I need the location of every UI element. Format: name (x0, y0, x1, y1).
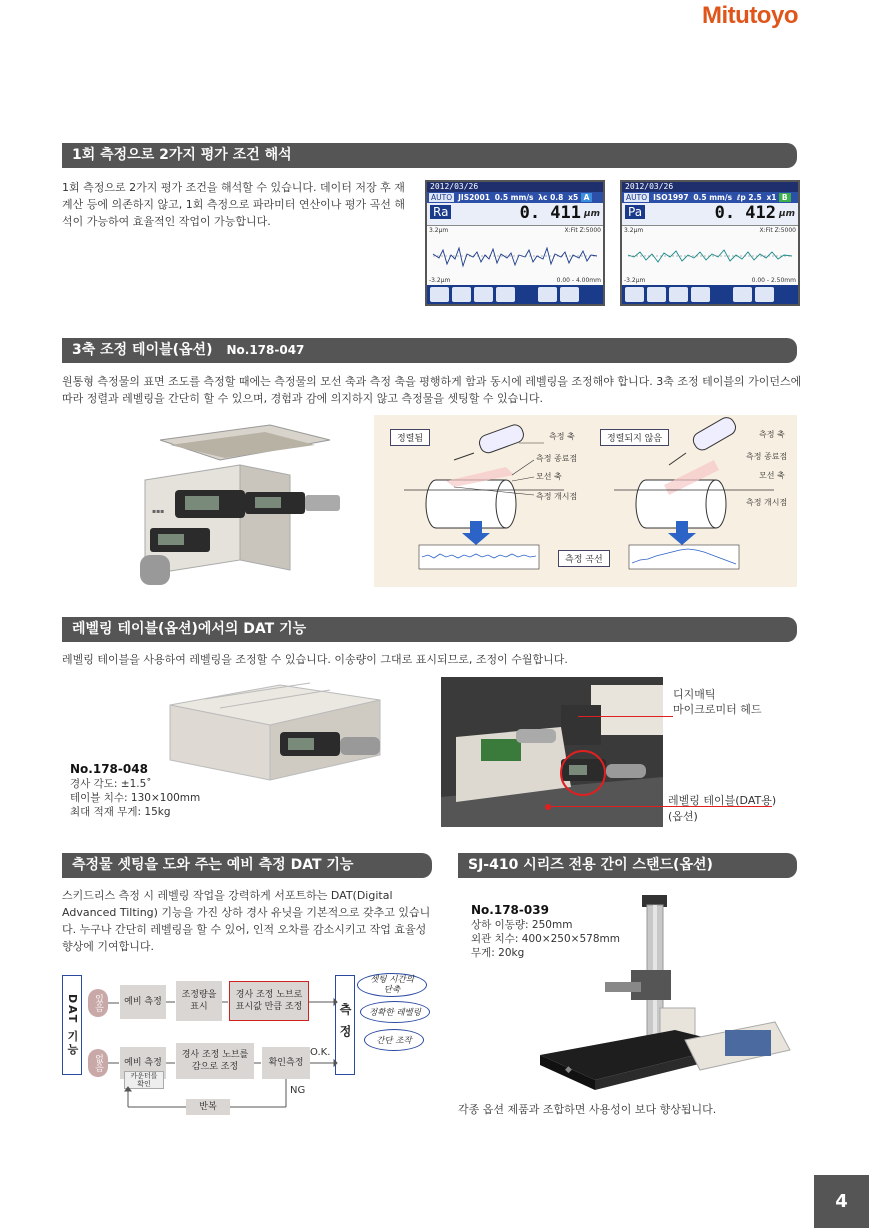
measure-start-left: 측정 개시점 (536, 492, 578, 501)
flow-connectors (62, 973, 432, 1118)
stand-caption: 각종 옵션 제품과 조합하면 사용성이 보다 향상됩니다. (458, 1103, 717, 1116)
flow-tilt-by-value: 경사 조정 노브로 표시값 만큼 조정 (229, 981, 309, 1021)
callout2-line1: 레벨링 테이블(DAT용) (668, 794, 777, 807)
graph-ymin: -3.2μm (624, 277, 646, 284)
alignment-diagram (374, 415, 797, 587)
callout-micrometer (673, 687, 762, 717)
leveling-table-specs (70, 762, 200, 819)
section-title-text: SJ-410 시리즈 전용 간이 스탠드(옵션) (468, 857, 713, 873)
param-name: Ra (430, 205, 451, 219)
measure-start-right: 측정 개시점 (746, 498, 788, 507)
generatrix-axis-left: 모선 축 (536, 472, 562, 481)
flow-repeat: 반복 (186, 1099, 230, 1115)
section-title-text: 측정물 셋팅을 도와 주는 예비 측정 DAT 기능 (72, 857, 354, 873)
3axis-table-image (130, 420, 360, 600)
flow-pre-measure: 예비 측정 (120, 985, 166, 1019)
section-title-text: 레벨링 테이블(옵션)에서의 DAT 기능 (72, 621, 307, 637)
flow-measure: 측정 (335, 975, 355, 1075)
measure-axis-left: 측정 축 (549, 432, 575, 441)
condition-icon[interactable] (669, 287, 688, 302)
screen-b-conditions (622, 192, 798, 203)
graph-ymax: 3.2μm (624, 227, 644, 234)
spec-travel: 상하 이동량: 250mm (471, 919, 573, 931)
help-icon[interactable] (625, 287, 644, 302)
section3-body: 레벨링 테이블을 사용하여 레벨링을 조정할 수 있습니다. 이송량이 그대로 표시되므로, 조정이 수월합니다. (62, 653, 568, 666)
flow-ng: NG (290, 1085, 306, 1096)
help-icon[interactable] (430, 287, 449, 302)
screen-b (620, 180, 800, 306)
brand-logo: Mitutoyo (702, 2, 798, 29)
speed: 0.5 mm/s (693, 193, 733, 202)
table-label-mark: ▪▪▪ (152, 508, 165, 515)
model-number: No.178-039 (471, 903, 549, 917)
section-title-dat-leveling (62, 617, 797, 642)
spec-tilt: 경사 각도: ±1.5˚ (70, 778, 152, 790)
flow-without-badge: 없음 (88, 1049, 108, 1077)
param-icon[interactable] (691, 287, 710, 302)
screen-b-date: 2012/03/26 (622, 182, 798, 192)
graph-fit: X:Fit Z:5000 (759, 227, 796, 234)
param-unit: μm (583, 209, 600, 219)
screen-a-value-row (427, 203, 603, 225)
section-title-text: 3축 조정 테이블(옵션) (72, 342, 213, 358)
flow-adjust-display: 조정량을 표시 (176, 981, 222, 1021)
model-number: No.178-047 (226, 343, 305, 357)
param-icon[interactable] (496, 287, 515, 302)
not-aligned-label: 정렬되지 않음 (600, 429, 669, 446)
graph-ymin: -3.2μm (429, 277, 451, 284)
sample-count: x1 (766, 193, 777, 202)
aligned-label: 정렬됨 (390, 429, 430, 446)
start-icon[interactable] (452, 287, 471, 302)
graph-icon[interactable] (733, 287, 752, 302)
screen-b-value-row (622, 203, 798, 225)
model-number: No.178-048 (70, 762, 148, 776)
section-title-3axis-table (62, 338, 797, 363)
section4-body: 스키드리스 측정 시 레벨링 작업을 강력하게 서포트하는 DAT(Digital Advanced Tilting) 기능을 가진 상하 경사 유닛을 기본적으로 갖추고 있습니다. 누구나 간단히 레벨링을 할 수 있어, 인적 오차를 감소시키고 작업 효율성 향상에 기여합니다. (62, 889, 431, 953)
sample-count: x5 (568, 193, 579, 202)
condition-letter: B (779, 193, 791, 202)
flow-benefit-accuracy: 정확한 레벨링 (360, 1001, 430, 1023)
screen-a-conditions (427, 192, 603, 203)
measure-curve-label: 측정 곡선 (558, 550, 610, 567)
condition-letter: A (581, 193, 593, 202)
flow-side-label: DAT 기능 (62, 975, 82, 1075)
dat-flowchart (62, 973, 432, 1118)
flow-ok: O.K. (310, 1047, 331, 1058)
measure-end-right: 측정 종료점 (746, 452, 788, 461)
graph-fit: X:Fit Z:5000 (564, 227, 601, 234)
screen-b-buttons (622, 285, 798, 304)
section-title-stand (458, 853, 797, 878)
section-title-pre-measure-dat (62, 853, 432, 878)
standard: JIS2001 (458, 193, 490, 202)
callout2-line2: (옵션) (668, 810, 698, 823)
graph-icon[interactable] (538, 287, 557, 302)
measure-end-left: 측정 종료점 (536, 454, 578, 463)
graph-ymax: 3.2μm (429, 227, 449, 234)
profile-icon[interactable] (560, 287, 579, 302)
spec-size: 테이블 치수: 130×100mm (70, 792, 201, 804)
flow-benefit-time: 셋팅 시간의 단축 (357, 973, 427, 997)
section2-body: 원통형 측정물의 표면 조도를 측정할 때에는 측정물의 모선 축과 측정 축을 평행하게 함과 동시에 레벨링을 조정해야 합니다. 3축 조정 테이블의 가이던스에 따라 정렬과 레벨링을 간단히 할 수 있으며, 경험과 감에 의지하지 않고 측정물을 셋팅할 수 있습니다. (62, 375, 802, 405)
screen-b-graph (622, 225, 798, 285)
flow-benefit-easy: 간단 조작 (364, 1029, 424, 1051)
callout1-line2: 마이크로미터 헤드 (673, 703, 762, 716)
param-unit: μm (778, 209, 795, 219)
generatrix-axis-right: 모선 축 (759, 471, 785, 480)
profile-icon[interactable] (755, 287, 774, 302)
param-name: Pa (625, 205, 645, 219)
leveling-photo (441, 677, 663, 827)
callout1-line1: 디지매틱 (673, 688, 716, 701)
spec-weight: 무게: 20kg (471, 947, 525, 959)
screen-a-buttons (427, 285, 603, 304)
standard: ISO1997 (653, 193, 689, 202)
cutoff: ℓp 2.5 (736, 193, 762, 202)
screen-a-date: 2012/03/26 (427, 182, 603, 192)
start-icon[interactable] (647, 287, 666, 302)
param-value: 0. 412 (714, 203, 776, 223)
speed: 0.5 mm/s (494, 193, 534, 202)
flow-with-badge: 있음 (88, 989, 108, 1017)
auto-badge: AUTO (431, 193, 453, 202)
graph-xrange: 0.00 - 2.50mm (751, 277, 796, 284)
cutoff: λc 0.8 (538, 193, 564, 202)
callout-leveling-table (668, 793, 776, 825)
section1-body: 1회 측정으로 2가지 평가 조건을 해석할 수 있습니다. 데이터 저장 후 재계산 등에 의존하지 않고, 1회 측정으로 파라미터 연산이나 평가 곡선 해석이 가능하여 효율적인 작업이 가능합니다. (62, 181, 405, 228)
measure-axis-right: 측정 축 (759, 430, 785, 439)
leveling-photo-svg (441, 677, 663, 827)
section-title-dual-evaluation (62, 143, 797, 168)
flow-pre-measure-2: 예비 측정 (120, 1047, 166, 1079)
param-value: 0. 411 (519, 203, 581, 223)
stand-image (535, 890, 800, 1095)
callout-line-1 (578, 716, 673, 717)
screen-a-graph (427, 225, 603, 285)
flow-tilt-by-feel: 경사 조정 노브를 감으로 조정 (176, 1043, 254, 1079)
spec-load: 최대 적재 무게: 15kg (70, 806, 171, 818)
spec-dimensions: 외관 치수: 400×250×578mm (471, 933, 620, 945)
graph-xrange: 0.00 - 4.00mm (556, 277, 601, 284)
auto-badge: AUTO (626, 193, 648, 202)
flow-counter-check: 카운터를 확인 (124, 1071, 164, 1089)
flow-confirm: 확인측정 (262, 1047, 310, 1079)
section-title-text: 1회 측정으로 2가지 평가 조건 해석 (72, 147, 292, 163)
screen-a (425, 180, 605, 306)
stand-base-mark: ◆ (565, 1064, 572, 1074)
condition-icon[interactable] (474, 287, 493, 302)
page-number: 4 (814, 1175, 869, 1228)
